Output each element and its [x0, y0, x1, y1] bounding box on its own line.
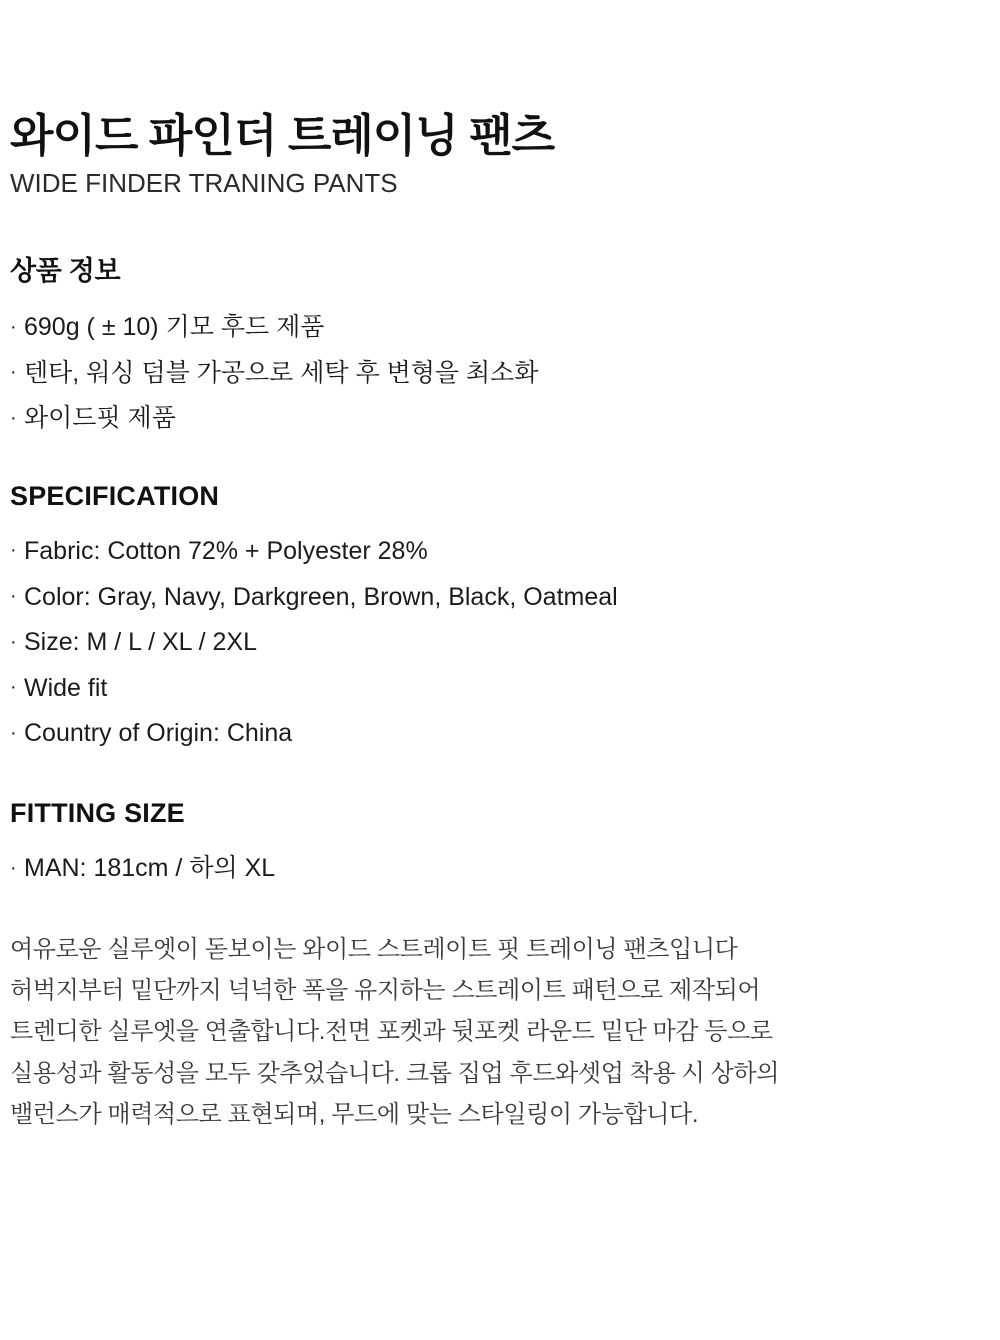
specification-section [10, 481, 1000, 756]
list-item-label: Wide fit [24, 673, 108, 702]
description-line: 허벅지부터 밑단까지 넉넉한 폭을 유지하는 스트레이트 패턴으로 제작되어 [10, 976, 761, 1004]
product-title-korean: 와이드 파인더 트레이닝 팬츠 [10, 110, 555, 161]
product-info-list [10, 304, 1000, 441]
description-line: 밸런스가 매력적으로 표현되며, 무드에 맞는 스타일링이 가능합니다. [10, 1100, 699, 1128]
description-line: 여유로운 실루엣이 돋보이는 와이드 스트레이트 핏 트레이닝 팬츠입니다 [10, 935, 738, 963]
bullet-icon: · [10, 630, 17, 653]
fitting-size-section [10, 798, 1000, 891]
bullet-icon: · [10, 722, 17, 745]
list-item-label: MAN: 181cm / 하의 XL [24, 854, 276, 883]
list-item [10, 350, 1000, 396]
description-line: 트렌디한 실루엣을 연출합니다.전면 포켓과 뒷포켓 라운드 밑단 마감 등으로 [10, 1018, 773, 1046]
description-line: 실용성과 활동성을 모두 갖추었습니다. 크롭 집업 후드와셋업 착용 시 상하의 [10, 1059, 779, 1087]
list-item [10, 574, 1000, 620]
product-description [10, 929, 915, 1135]
list-item [10, 845, 1000, 891]
list-item [10, 665, 1000, 711]
list-item-label: Country of Origin: China [24, 719, 293, 748]
list-item [10, 619, 1000, 665]
list-item-label: 와이드핏 제품 [24, 404, 176, 433]
specification-heading: SPECIFICATION [10, 480, 220, 511]
product-info-section [10, 249, 1000, 441]
list-item [10, 395, 1000, 441]
product-title-english: WIDE FINDER TRANING PANTS [10, 167, 398, 198]
bullet-icon: · [10, 676, 17, 699]
list-item [10, 304, 1000, 350]
bullet-icon: · [10, 315, 17, 338]
bullet-icon: · [10, 856, 17, 879]
product-info-heading: 상품 정보 [10, 255, 121, 286]
list-item-label: 텐타, 워싱 덤블 가공으로 세탁 후 변형을 최소화 [24, 358, 539, 387]
list-item [10, 710, 1000, 756]
bullet-icon: · [10, 585, 17, 608]
list-item [10, 528, 1000, 574]
fitting-size-heading: FITTING SIZE [10, 798, 185, 829]
list-item-label: Fabric: Cotton 72% + Polyester 28% [24, 537, 428, 565]
list-item-label: Size: M / L / XL / 2XL [24, 628, 257, 657]
bullet-icon: · [10, 361, 17, 384]
specification-list [10, 528, 1000, 756]
bullet-icon: · [10, 539, 17, 562]
list-item-label: Color: Gray, Navy, Darkgreen, Brown, Black, Oatmeal [24, 582, 618, 611]
list-item-label: 690g ( ± 10) 기모 후드 제품 [24, 313, 325, 342]
bullet-icon: · [10, 406, 17, 429]
fitting-size-list [10, 845, 1000, 891]
